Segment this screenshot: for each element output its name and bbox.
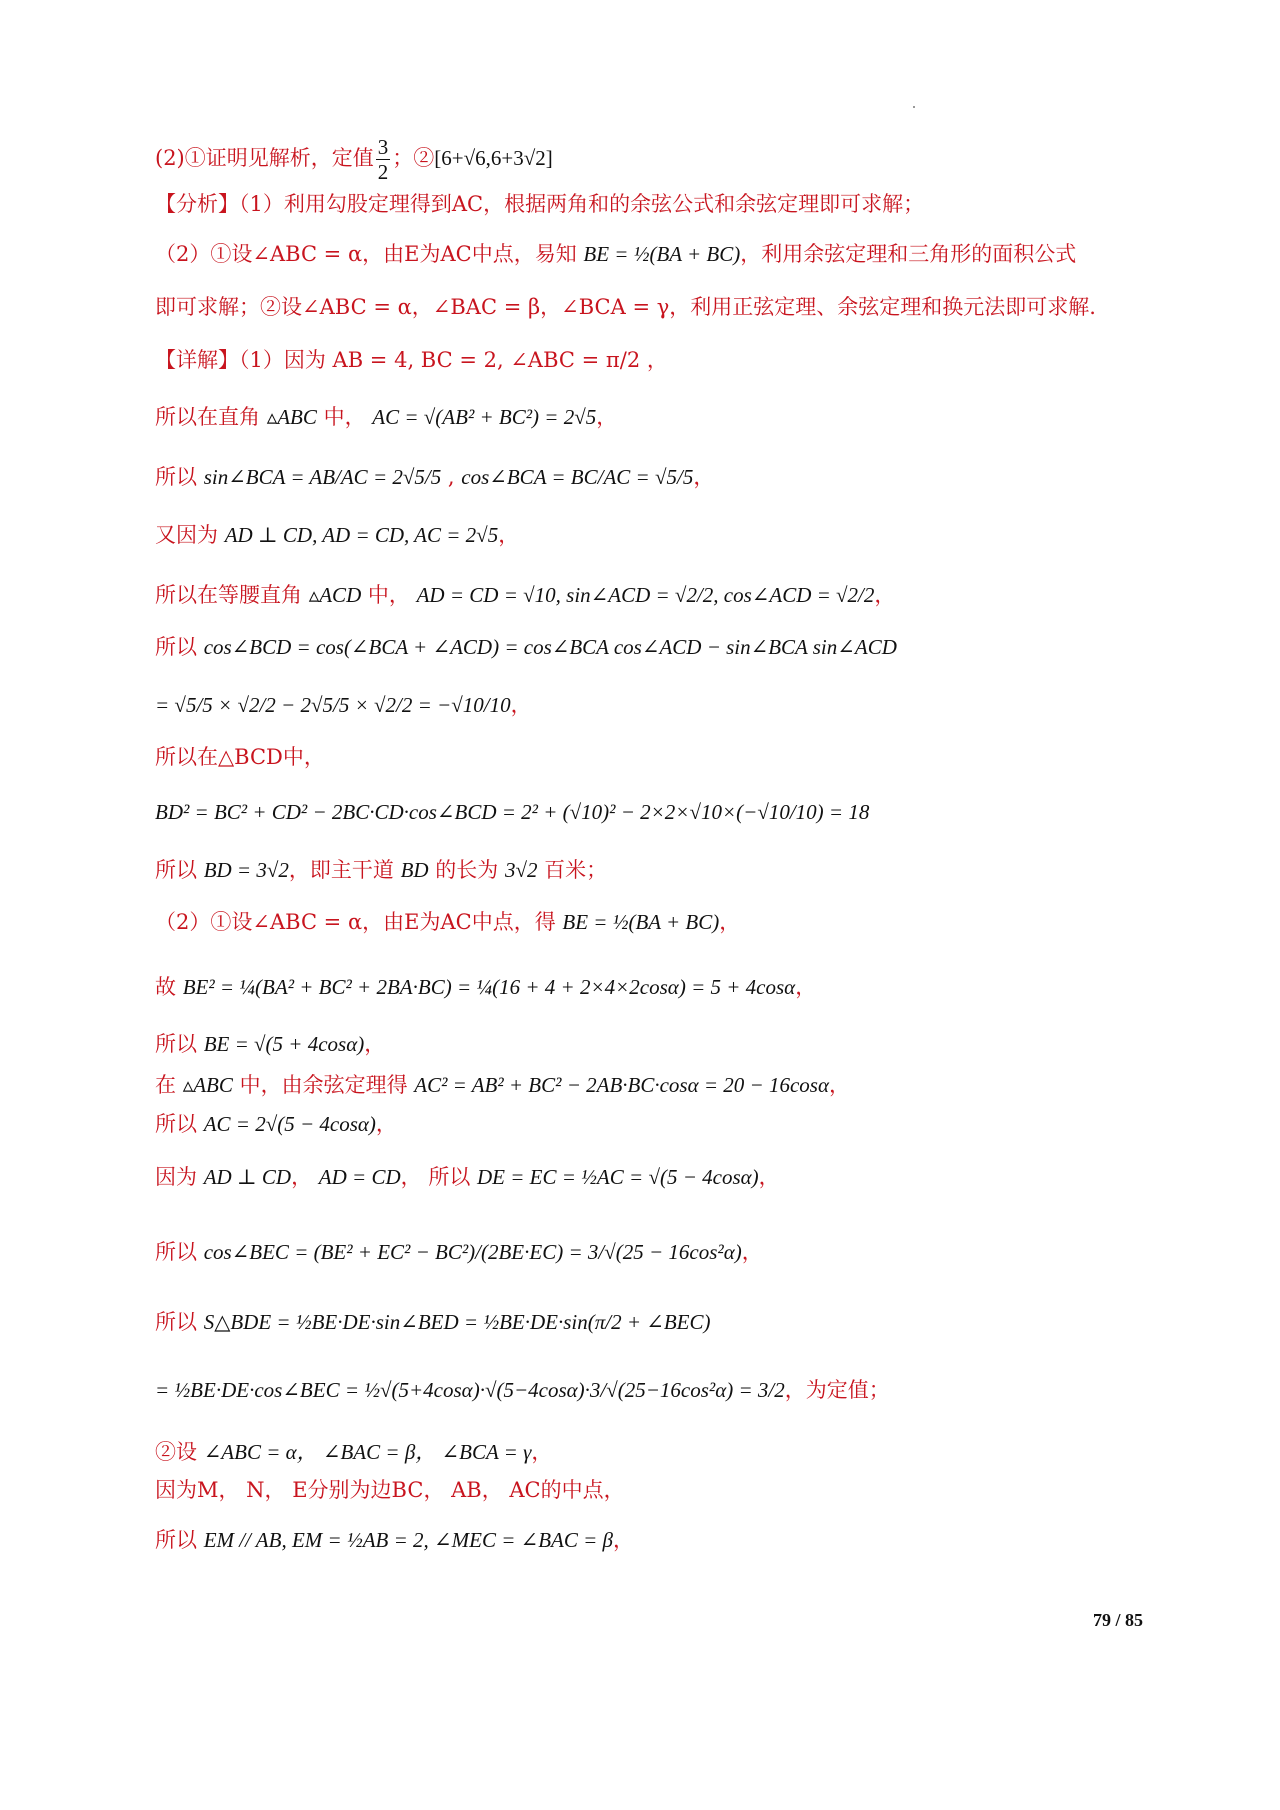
analysis-text-2c: ，利用余弦定理和三角形的面积公式 [740, 242, 1077, 266]
math-expression: DE = EC = ½AC = √(5 − 4cosα) [477, 1165, 759, 1189]
detail-text: 在 [155, 1073, 176, 1097]
detail-line-5: 所以在等腰直角 ▵ACD 中， AD = CD = √10, sin∠ACD = √2/2, cos∠ACD = √2/2， [155, 583, 896, 607]
math-expression: AD ⊥ CD, AD = CD, AC = 2√5 [224, 523, 499, 547]
math-expression: BE = √(5 + 4cosα) [203, 1032, 365, 1056]
math-expression: sin∠BCA = AB/AC = 2√5/5 [203, 465, 442, 489]
detail-line-7: = √5/5 × √2/2 − 2√5/5 × √2/2 = −√10/10， [155, 693, 532, 717]
detail-text: 所以 [155, 635, 197, 659]
math-expression: S△BDE = ½BE·DE·sin∠BED = ½BE·DE·sin(π/2 + ∠BEC) [203, 1310, 711, 1334]
detail-line-13: 所以 BE = √(5 + 4cosα)， [155, 1032, 386, 1056]
detail-text: 中， [323, 405, 366, 429]
detail-text: 中， [367, 583, 410, 607]
math-expression: BD = 3√2 [203, 858, 289, 882]
detail-line-16: 因为 AD ⊥ CD， AD = CD， 所以 DE = EC = ½AC = √(5 − 4cosα)， [155, 1165, 780, 1189]
detail-line-4: 又因为 AD ⊥ CD, AD = CD, AC = 2√5， [155, 523, 520, 547]
detail-text: 故 [155, 975, 176, 999]
analysis-line-3 [155, 295, 1096, 320]
detail-line-18 [155, 1310, 711, 1335]
detail-text: 所以在△BCD中， [155, 745, 325, 769]
detail-text: ②设 [155, 1440, 197, 1464]
math-expression: AD ⊥ CD [203, 1165, 292, 1189]
speck-dot [913, 106, 915, 108]
detail-line-19 [155, 1378, 890, 1403]
analysis-line-1 [155, 192, 924, 217]
detail-text: 因为 [155, 1165, 197, 1189]
math-expression: BE = ½(BA + BC) [562, 910, 720, 934]
detail-text: （2）①设∠ABC = α，由E为AC中点，得 [155, 910, 556, 934]
detail-text: 所以 [428, 1165, 471, 1189]
math-expression: AD = CD [318, 1165, 401, 1189]
analysis-vector-formula: BE = ½(BA + BC) [583, 242, 741, 266]
math-expression: = √5/5 × √2/2 − 2√5/5 × √2/2 = −√10/10 [155, 693, 511, 717]
detail-line-15: 所以 AC = 2√(5 − 4cosα)， [155, 1112, 397, 1136]
detail-text: 所以 [155, 465, 197, 489]
answer-range: [6+√6,6+3√2] [434, 146, 553, 171]
analysis-text-3: 即可求解；②设∠ABC = α，∠BAC = β，∠BCA = γ，利用正弦定理、余弦定理和换元法即可求解. [155, 295, 1096, 319]
page-number: 79 / 85 [1092, 1610, 1143, 1630]
analysis-text-1: （1）利用勾股定理得到AC，根据两角和的余弦公式和余弦定理即可求解； [239, 192, 925, 216]
math-expression: ∠ABC = α， ∠BAC = β， ∠BCA = γ [203, 1440, 532, 1464]
triangle-abc-2: ▵ABC [182, 1073, 233, 1097]
answer-line [155, 135, 553, 184]
math-expression: BD [400, 858, 429, 882]
math-expression: AC = √(AB² + BC²) = 2√5 [372, 405, 597, 429]
detail-line-21 [155, 1478, 625, 1503]
detail-text: ，即主干道 [288, 858, 394, 882]
answer-prefix: (2)①证明见解析，定值 [155, 146, 374, 171]
detail-text: 所以在直角 [155, 405, 260, 429]
detail-line-12: 故 BE² = ¼(BA² + BC² + 2BA·BC) = ¼(16 + 4 + 2×4×2cosα) = 5 + 4cosα， [155, 975, 817, 999]
detail-text: 因为M， N， E分别为边BC， AB， AC的中点， [155, 1478, 625, 1502]
detail-text: 百米； [544, 858, 608, 882]
detail-line-10 [155, 858, 607, 883]
detail-line-22: 所以 EM // AB, EM = ½AB = 2, ∠MEC = ∠BAC = β， [155, 1528, 635, 1552]
detail-text: 所以 [155, 1240, 197, 1264]
math-expression: cos∠BCA = BC/AC = √5/5 [461, 465, 694, 489]
analysis-text-2a: （2）①设∠ABC = α，由E为AC中点，易知 [155, 242, 577, 266]
math-expression: cos∠BEC = (BE² + EC² − BC²)/(2BE·EC) = 3/√(25 − 16cos²α) [203, 1240, 742, 1264]
analysis-tag: 【分析】 [155, 192, 239, 216]
math-expression: EM // AB, EM = ½AB = 2, ∠MEC = ∠BAC = β [203, 1528, 614, 1552]
triangle-abc: ▵ABC [266, 405, 317, 429]
math-expression: AD = CD = √10, sin∠ACD = √2/2, cos∠ACD = √2/2 [416, 583, 875, 607]
detail-tag: 【详解】 [155, 348, 239, 372]
math-expression: BE² = ¼(BA² + BC² + 2BA·BC) = ¼(16 + 4 + 2×4×2cosα) = 5 + 4cosα [182, 975, 796, 999]
detail-text: 所以 [155, 858, 197, 882]
detail-text: 所以 [155, 1032, 197, 1056]
answer-fraction: $\frac{3}{2}$ [377, 135, 389, 185]
math-expression: 3√2 [504, 858, 538, 882]
detail-text-1: （1）因为 AB = 4, BC = 2, ∠ABC = π/2 ， [239, 348, 668, 372]
detail-line-17: 所以 cos∠BEC = (BE² + EC² − BC²)/(2BE·EC) = 3/√(25 − 16cos²α)， [155, 1240, 763, 1264]
detail-line-20: ②设 ∠ABC = α， ∠BAC = β， ∠BCA = γ， [155, 1440, 553, 1464]
detail-line-9 [155, 800, 869, 825]
detail-text: 所以 [155, 1528, 197, 1552]
detail-line-6 [155, 635, 897, 660]
detail-line-11: （2）①设∠ABC = α，由E为AC中点，得 BE = ½(BA + BC)， [155, 910, 741, 934]
math-expression: cos∠BCD = cos(∠BCA + ∠ACD) = cos∠BCA cos∠ACD − sin∠BCA sin∠ACD [203, 635, 897, 659]
detail-text: 又因为 [155, 523, 218, 547]
detail-text: 所以 [155, 1112, 197, 1136]
answer-middle: ；② [392, 146, 435, 171]
math-expression: AC² = AB² + BC² − 2AB·BC·cosα = 20 − 16cosα [414, 1073, 829, 1097]
detail-line-14: 在 ▵ABC 中，由余弦定理得 AC² = AB² + BC² − 2AB·BC·cosα = 20 − 16cosα， [155, 1073, 850, 1097]
analysis-line-2 [155, 242, 1076, 267]
detail-text: 的长为 [435, 858, 499, 882]
detail-line-1 [155, 348, 668, 373]
math-expression: BD² = BC² + CD² − 2BC·CD·cos∠BCD = 2² + (√10)² − 2×2×√10×(−√10/10) = 18 [155, 800, 870, 824]
detail-text: 所以 [155, 1310, 197, 1334]
detail-line-8 [155, 745, 325, 770]
detail-line-2: 所以在直角 ▵ABC 中， AC = √(AB² + BC²) = 2√5， [155, 405, 618, 429]
detail-text: 所以在等腰直角 [155, 583, 302, 607]
math-expression: AC = 2√(5 − 4cosα) [203, 1112, 376, 1136]
detail-text: 中，由余弦定理得 [239, 1073, 408, 1097]
triangle-acd: ▵ACD [308, 583, 362, 607]
math-expression: = ½BE·DE·cos∠BEC = ½√(5+4cosα)·√(5−4cosα)·3/√(25−16cos²α) = 3/2 [155, 1378, 785, 1402]
detail-line-3: 所以 sin∠BCA = AB/AC = 2√5/5 , cos∠BCA = BC/AC = √5/5， [155, 465, 715, 489]
detail-text: ，为定值； [784, 1378, 890, 1402]
